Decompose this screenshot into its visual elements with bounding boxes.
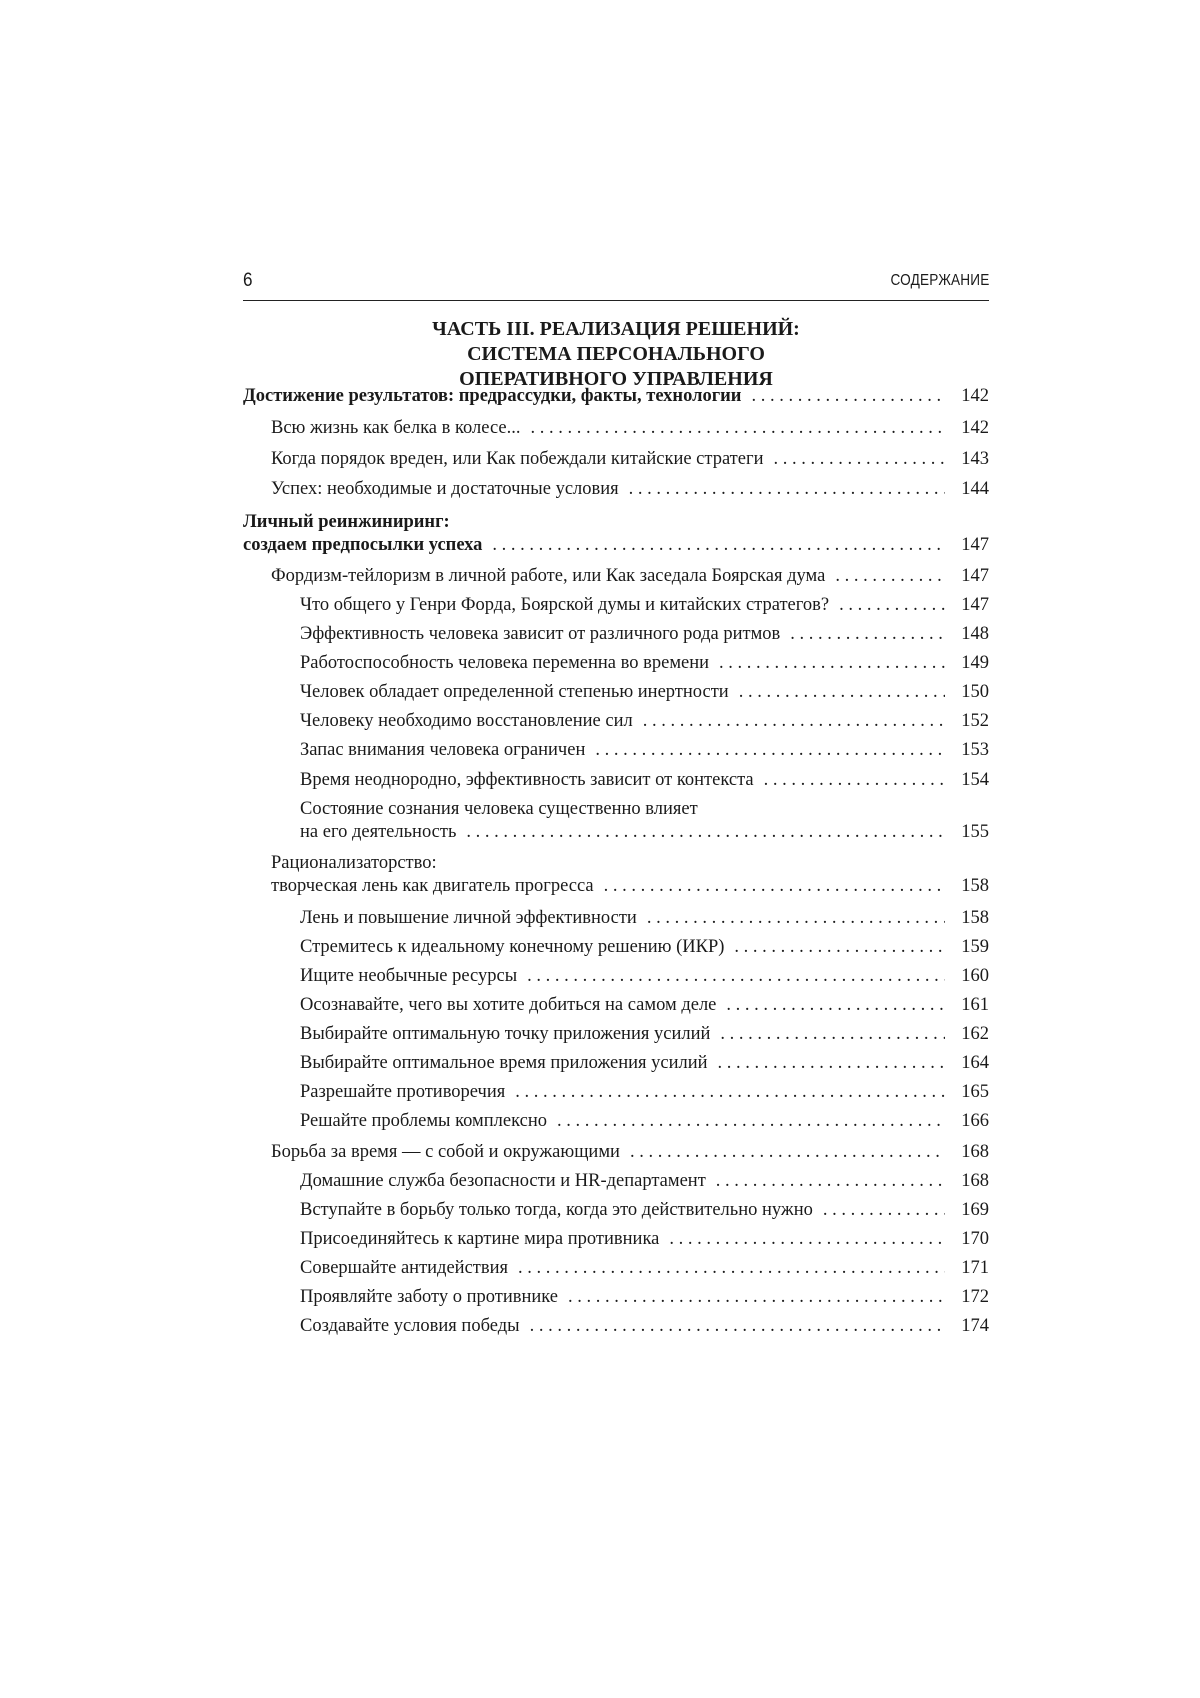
toc-entry-page: 142 — [961, 418, 989, 438]
dot-leader — [647, 907, 945, 930]
dot-leader — [764, 769, 945, 792]
toc-entry-title: Решайте проблемы комплексно — [300, 1111, 547, 1131]
part-title-line: ОПЕРАТИВНОГО УПРАВЛЕНИЯ — [459, 368, 773, 390]
toc-entry — [300, 769, 989, 792]
dot-leader — [595, 739, 945, 762]
toc-entry — [300, 710, 989, 733]
toc-entry-page: 169 — [961, 1200, 989, 1220]
toc-entry-title: Что общего у Генри Форда, Боярской думы и китайских стратегов? — [300, 595, 830, 615]
toc-entry — [271, 1141, 989, 1164]
dot-leader — [719, 652, 945, 675]
toc-entry — [271, 478, 989, 501]
toc-entry — [300, 1199, 989, 1222]
toc-entry — [300, 936, 989, 959]
toc-entry-page: 164 — [961, 1053, 989, 1073]
toc-entry-page: 162 — [961, 1024, 989, 1044]
dot-leader — [823, 1199, 945, 1222]
dot-leader — [643, 710, 945, 733]
toc-entry-page: 161 — [961, 995, 989, 1015]
toc-entry-title: Осознавайте, чего вы хотите добиться на самом деле — [300, 995, 717, 1015]
toc-entry-page: 170 — [961, 1229, 989, 1249]
dot-leader — [773, 448, 945, 471]
dot-leader — [835, 565, 945, 588]
toc-entry-page: 144 — [961, 479, 989, 499]
toc-entry-title: Лень и повышение личной эффективности — [300, 908, 637, 928]
page-number: 6 — [243, 270, 253, 291]
part-title-line: СИСТЕМА ПЕРСОНАЛЬНОГО — [467, 343, 765, 365]
toc-entry-title: Работоспособность человека переменна во времени — [300, 653, 710, 673]
toc-entry-title: на его деятельность — [300, 822, 457, 842]
dot-leader — [726, 994, 945, 1017]
dot-leader — [604, 875, 945, 898]
toc-entry-page: 174 — [961, 1316, 989, 1336]
dot-leader — [527, 965, 945, 988]
dot-leader — [515, 1081, 945, 1104]
dot-leader — [530, 1315, 945, 1338]
dot-leader — [751, 385, 945, 408]
toc-entry — [300, 798, 989, 844]
dot-leader — [557, 1110, 945, 1133]
toc-entry — [243, 511, 989, 557]
toc-entry — [271, 417, 989, 440]
running-title: СОДЕРЖАНИЕ — [890, 272, 989, 289]
dot-leader — [530, 417, 945, 440]
toc-entry-title: творческая лень как двигатель прогресса — [271, 876, 594, 896]
toc-entry — [300, 1286, 989, 1309]
toc-entry-page: 158 — [961, 876, 989, 896]
toc-entry-page: 160 — [961, 966, 989, 986]
toc-entry-title: Личный реинжиниринг: — [243, 512, 450, 532]
toc-entry-title: создаем предпосылки успеха — [243, 535, 483, 555]
toc-entry-title: Выбирайте оптимальную точку приложения усилий — [300, 1024, 711, 1044]
toc-entry-title: Стремитесь к идеальному конечному решению (ИКР) — [300, 937, 725, 957]
dot-leader — [716, 1170, 945, 1193]
toc-entry-title: Ищите необычные ресурсы — [300, 966, 518, 986]
dot-leader — [720, 1023, 945, 1046]
toc-entry — [300, 623, 989, 646]
toc-entry — [300, 1228, 989, 1251]
toc-entry-title: Проявляйте заботу о противнике — [300, 1287, 559, 1307]
toc-entry — [271, 448, 989, 471]
dot-leader — [568, 1286, 945, 1309]
toc-entry-title: Эффективность человека зависит от различного рода ритмов — [300, 624, 781, 644]
toc-entry-title: Человек обладает определенной степенью инертности — [300, 682, 729, 702]
toc-entry — [300, 739, 989, 762]
toc-entry-page: 165 — [961, 1082, 989, 1102]
dot-leader — [718, 1052, 945, 1075]
dot-leader — [466, 821, 945, 844]
toc-entry-title: Разрешайте противоречия — [300, 1082, 506, 1102]
toc-entry-title: Создавайте условия победы — [300, 1316, 520, 1336]
dot-leader — [734, 936, 945, 959]
toc-entry-title: Совершайте антидействия — [300, 1258, 509, 1278]
toc-entry-page: 149 — [961, 653, 989, 673]
toc-entry — [300, 1110, 989, 1133]
toc-entry-title: Человеку необходимо восстановление сил — [300, 711, 633, 731]
toc-entry — [271, 852, 989, 898]
toc-entry — [271, 565, 989, 588]
toc-entry-page: 147 — [961, 535, 989, 555]
dot-leader — [492, 534, 945, 557]
toc-entry — [300, 1081, 989, 1104]
part-title-line: ЧАСТЬ III. РЕАЛИЗАЦИЯ РЕШЕНИЙ: — [432, 318, 800, 340]
toc-entry-page: 150 — [961, 682, 989, 702]
toc-entry-page: 143 — [961, 449, 989, 469]
toc-entry-title: Рационализаторство: — [271, 853, 437, 873]
toc-entry-page: 159 — [961, 937, 989, 957]
toc-entry-page: 147 — [961, 595, 989, 615]
toc-entry — [300, 994, 989, 1017]
toc-entry-title: Фордизм-тейлоризм в личной работе, или Как заседала Боярская дума — [271, 566, 826, 586]
toc-entry-title: Когда порядок вреден, или Как побеждали китайские стратеги — [271, 449, 764, 469]
toc-entry-title: Выбирайте оптимальное время приложения усилий — [300, 1053, 708, 1073]
dot-leader — [518, 1257, 945, 1280]
toc-entry-title: Вступайте в борьбу только тогда, когда это действительно нужно — [300, 1200, 813, 1220]
toc-entry — [243, 385, 989, 408]
toc-entry — [300, 1052, 989, 1075]
toc-entry-title: Присоединяйтесь к картине мира противника — [300, 1229, 660, 1249]
toc-entry-title: Успех: необходимые и достаточные условия — [271, 479, 619, 499]
toc-entry-page: 153 — [961, 740, 989, 760]
toc-entry-page: 148 — [961, 624, 989, 644]
toc-entry-title: Состояние сознания человека существенно влияет — [300, 799, 698, 819]
toc-entry-page: 166 — [961, 1111, 989, 1131]
toc-entry — [300, 1315, 989, 1338]
toc-entry — [300, 1023, 989, 1046]
toc-entry — [300, 1170, 989, 1193]
toc-entry — [300, 594, 989, 617]
dot-leader — [629, 478, 945, 501]
toc-entry-page: 172 — [961, 1287, 989, 1307]
toc-entry-title: Достижение результатов: предрассудки, факты, технологии — [243, 386, 742, 406]
toc-entry-title: Домашние служба безопасности и HR-департамент — [300, 1171, 706, 1191]
toc-entry-title: Всю жизнь как белка в колесе... — [271, 418, 521, 438]
toc-entry-title: Запас внимания человека ограничен — [300, 740, 586, 760]
toc-entry — [300, 681, 989, 704]
toc-entry-page: 168 — [961, 1171, 989, 1191]
toc-entry-page: 155 — [961, 822, 989, 842]
dot-leader — [839, 594, 945, 617]
dot-leader — [630, 1141, 945, 1164]
toc-entry-title: Борьба за время — с собой и окружающими — [271, 1142, 620, 1162]
dot-leader — [669, 1228, 945, 1251]
toc-entry-page: 171 — [961, 1258, 989, 1278]
toc-entry — [300, 965, 989, 988]
toc-entry — [300, 1257, 989, 1280]
toc-entry — [300, 652, 989, 675]
toc-entry-page: 158 — [961, 908, 989, 928]
dot-leader — [739, 681, 945, 704]
toc-entry-page: 147 — [961, 566, 989, 586]
toc-entry-page: 152 — [961, 711, 989, 731]
toc-entry-title: Время неоднородно, эффективность зависит от контекста — [300, 770, 754, 790]
toc-entry-page: 154 — [961, 770, 989, 790]
toc-entry-page: 168 — [961, 1142, 989, 1162]
dot-leader — [790, 623, 945, 646]
toc-entry-page: 142 — [961, 386, 989, 406]
toc-entry — [300, 907, 989, 930]
